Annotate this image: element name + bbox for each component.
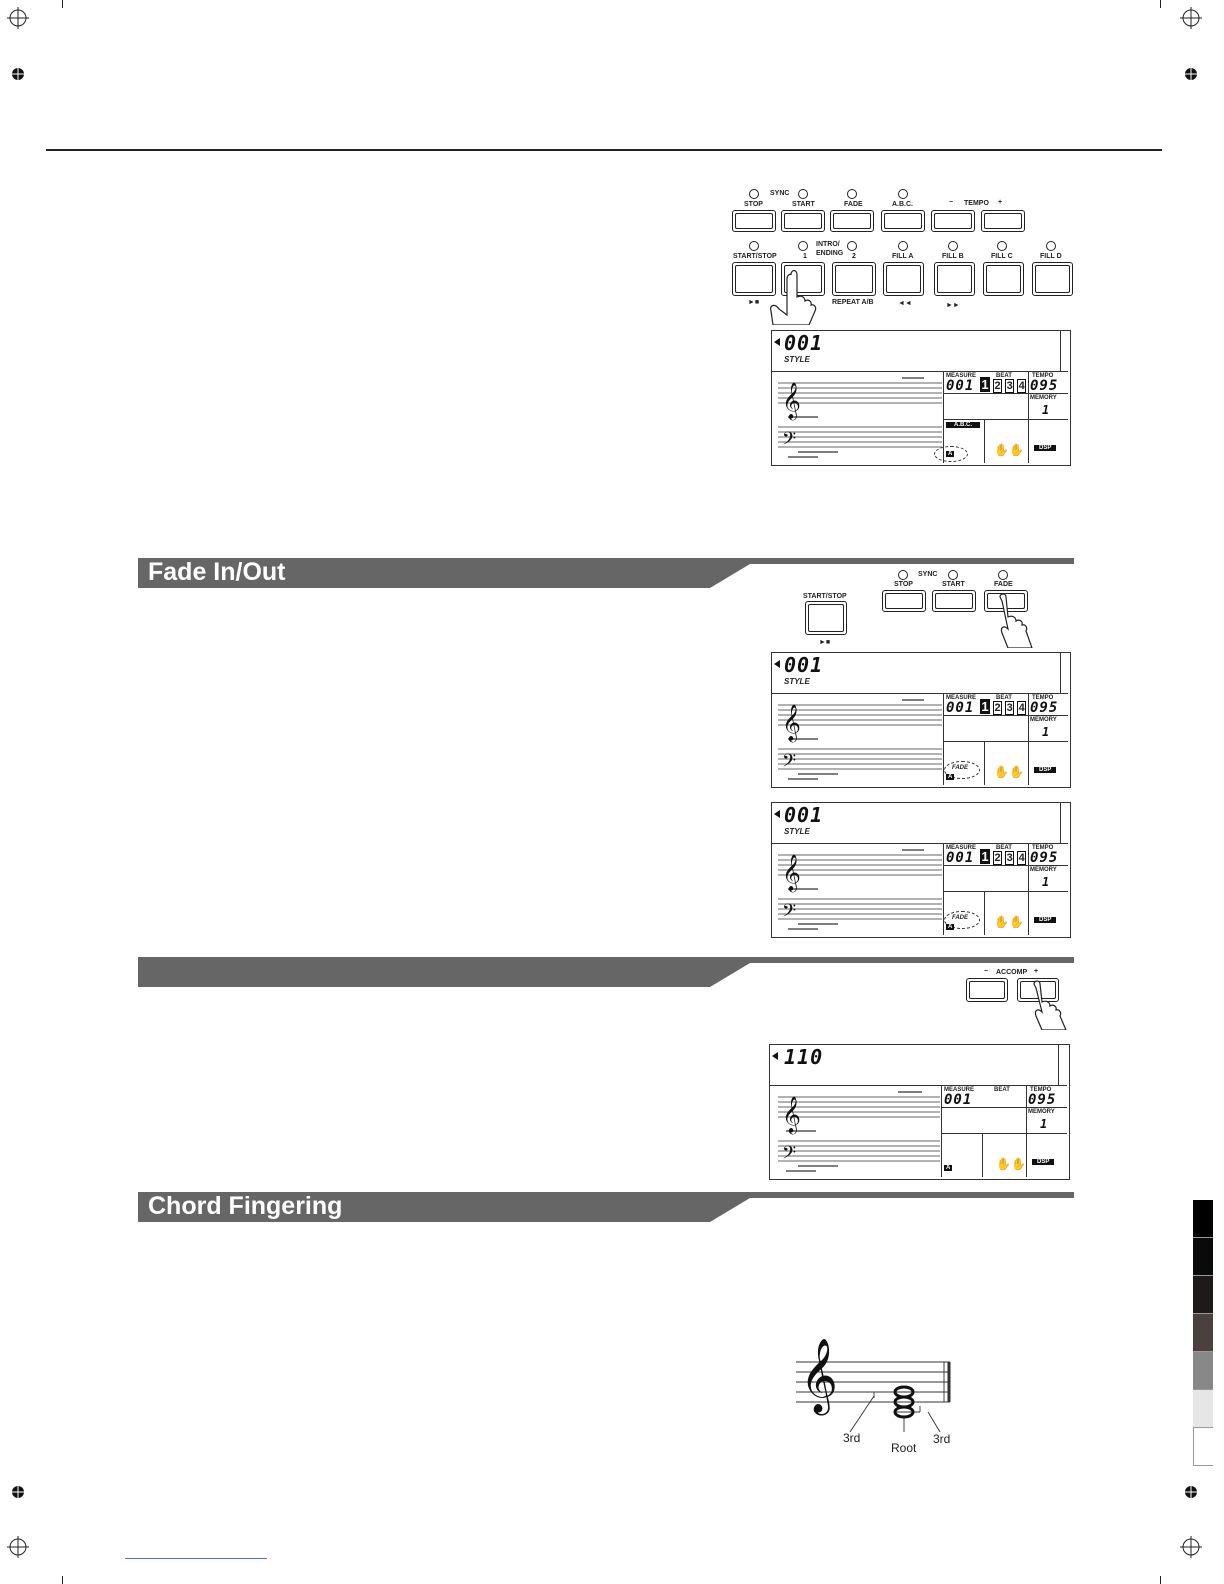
fade-dashed-oval xyxy=(934,446,968,462)
lcd-display-2 xyxy=(771,652,1071,788)
beat-indicator xyxy=(980,377,1026,393)
memory-value: 1 xyxy=(1040,1117,1049,1131)
measure-label: MEASURE xyxy=(946,845,977,851)
registration-mark-icon xyxy=(1180,1481,1202,1503)
sync-start-led xyxy=(948,570,958,580)
fill-c-label: FILL C xyxy=(991,253,1013,260)
lcd-col-divider xyxy=(982,1133,983,1177)
play-stop-symbol: ►■ xyxy=(819,639,831,646)
beat-indicator xyxy=(980,849,1026,865)
measure-label: MEASURE xyxy=(946,695,977,701)
crop-mark xyxy=(62,1576,63,1584)
stop-label: STOP xyxy=(894,581,913,588)
memory-value: 1 xyxy=(1042,403,1051,417)
fill-c-led xyxy=(997,241,1007,251)
stop-button[interactable] xyxy=(732,210,776,232)
style-number: 001 xyxy=(784,331,824,355)
lcd-right-border xyxy=(1058,1045,1059,1085)
a-box: A xyxy=(948,924,953,930)
section-accomp xyxy=(138,956,718,986)
chord-label-third-right: 3rd xyxy=(933,1432,951,1446)
intro-2-label: 2 xyxy=(852,253,856,260)
memory-value: 1 xyxy=(1042,725,1051,739)
beat-4: 4 xyxy=(1018,702,1025,714)
accomp-minus-label: − xyxy=(984,968,989,975)
fast-forward-symbol: ►► xyxy=(946,302,960,309)
start-stop-label: START/STOP xyxy=(733,253,777,260)
start-stop-button[interactable] xyxy=(805,601,847,635)
accomp-plus-label: + xyxy=(1034,968,1039,975)
beat-label: BEAT xyxy=(996,695,1012,701)
fill-d-led xyxy=(1046,241,1056,251)
hands-icon: ✋✋ xyxy=(994,765,1024,779)
beat-4: 4 xyxy=(1018,380,1025,392)
lcd-divider xyxy=(772,843,1068,844)
fill-b-led xyxy=(948,241,958,251)
lcd-right-border xyxy=(1060,653,1061,693)
chord-label-third-left: 3rd xyxy=(843,1431,861,1445)
side-color-tabs xyxy=(1193,1200,1213,1466)
music-staff xyxy=(778,847,944,937)
lcd-col-divider xyxy=(984,419,985,463)
crop-mark xyxy=(1160,0,1161,8)
tempo-minus-button[interactable] xyxy=(931,210,975,232)
dsp-badge: DSP xyxy=(1032,1159,1054,1165)
lcd-display-1 xyxy=(771,330,1071,466)
memory-label: MEMORY xyxy=(1028,1109,1055,1115)
stop-button[interactable] xyxy=(882,590,926,612)
intro-ending-label-bottom: ENDING xyxy=(816,250,844,257)
lcd-col-divider xyxy=(1026,1085,1027,1177)
abc-led xyxy=(898,189,908,199)
start-stop-label: START/STOP xyxy=(803,593,847,600)
beat-3: 3 xyxy=(1006,380,1013,392)
lcd-display-4 xyxy=(769,1044,1070,1180)
beat-1: 1 xyxy=(981,377,989,392)
tempo-minus-label: − xyxy=(949,199,954,206)
beat-1: 1 xyxy=(981,849,989,864)
beat-4: 4 xyxy=(1018,852,1025,864)
dsp-badge: DSP xyxy=(1034,767,1056,773)
pressing-hand-icon xyxy=(753,255,823,325)
treble-clef-icon: 𝄞 xyxy=(782,1095,801,1133)
measure-value: 001 xyxy=(946,378,975,394)
hands-icon: ✋✋ xyxy=(996,1157,1026,1171)
hands-icon: ✋✋ xyxy=(994,915,1024,929)
measure-value: 001 xyxy=(946,700,975,716)
registration-mark-icon xyxy=(1180,7,1202,29)
tab-swatch xyxy=(1193,1428,1213,1466)
start-button[interactable] xyxy=(781,210,825,232)
lcd-row-divider xyxy=(943,741,1068,742)
accomp-volume-panel xyxy=(962,966,1072,1030)
lcd-right-border xyxy=(1060,803,1061,843)
dsp-badge: DSP xyxy=(1034,445,1056,451)
lcd-right-border xyxy=(1060,331,1061,371)
bass-clef-icon: 𝄢 xyxy=(782,429,797,454)
accomp-volume-number: 110 xyxy=(784,1045,824,1069)
measure-value: 001 xyxy=(944,1092,973,1108)
accomp-label: ACCOMP xyxy=(996,969,1028,976)
memory-label: MEMORY xyxy=(1030,717,1057,723)
measure-value: 001 xyxy=(946,850,975,866)
intro-ending-2-button[interactable] xyxy=(832,262,876,296)
tempo-value: 095 xyxy=(1030,700,1059,716)
beat-2: 2 xyxy=(994,380,1001,392)
speaker-icon xyxy=(774,338,780,346)
tempo-label: TEMPO xyxy=(1030,1087,1052,1093)
bass-clef-icon: 𝄢 xyxy=(782,1143,797,1168)
music-staff xyxy=(778,1089,942,1179)
style-number: 001 xyxy=(784,803,824,827)
fill-a-label: FILL A xyxy=(892,253,914,260)
fill-a-button[interactable] xyxy=(883,262,924,296)
pressing-hand-icon xyxy=(990,593,1050,648)
fill-a-led xyxy=(898,241,908,251)
beat-2: 2 xyxy=(994,852,1001,864)
lcd-divider xyxy=(772,693,1068,694)
tempo-label: TEMPO xyxy=(1032,373,1054,379)
abc-label: A.B.C. xyxy=(892,201,913,208)
style-label: STYLE xyxy=(784,827,810,836)
treble-clef-icon: 𝄞 xyxy=(782,703,801,741)
fade-label: FADE xyxy=(844,201,863,208)
measure-label: MEASURE xyxy=(946,373,977,379)
abc-button[interactable] xyxy=(881,210,925,232)
tab-swatch xyxy=(1193,1276,1213,1314)
treble-clef-icon: 𝄞 xyxy=(782,853,801,891)
lcd-col-divider xyxy=(1028,371,1029,463)
fade-label: FADE xyxy=(994,581,1013,588)
tempo-value: 095 xyxy=(1030,850,1059,866)
registration-mark-icon xyxy=(1180,63,1202,85)
sync-stop-led xyxy=(749,189,759,199)
tab-swatch xyxy=(1193,1352,1213,1390)
beat-3: 3 xyxy=(1006,852,1013,864)
lcd-divider xyxy=(772,371,1068,372)
fade-control-panel xyxy=(800,568,1060,648)
intro-1-led xyxy=(798,241,808,251)
play-stop-symbol: ►■ xyxy=(748,299,760,306)
registration-mark-icon xyxy=(7,7,29,29)
accomp-minus-button[interactable] xyxy=(966,978,1008,1002)
section-title: Fade In/Out xyxy=(148,558,286,586)
memory-label: MEMORY xyxy=(1030,867,1057,873)
chord-diagram xyxy=(792,1340,972,1460)
style-control-panel xyxy=(728,185,1078,315)
crop-mark xyxy=(62,0,63,8)
intro-ending-label-top: INTRO/ xyxy=(816,241,840,248)
tempo-plus-label: + xyxy=(998,199,1003,206)
stop-label: STOP xyxy=(744,201,763,208)
lcd-col-divider xyxy=(1028,843,1029,935)
tab-swatch xyxy=(1193,1390,1213,1428)
abc-badge: A.B.C. xyxy=(946,422,980,428)
bass-clef-icon: 𝄢 xyxy=(782,901,797,926)
speaker-icon xyxy=(772,1052,778,1060)
treble-clef-icon: 𝄞 xyxy=(782,381,801,419)
section-fade-in-out xyxy=(138,557,718,587)
start-label: START xyxy=(792,201,815,208)
sync-start-led xyxy=(798,189,808,199)
a-box: A xyxy=(946,1165,951,1171)
fill-c-button[interactable] xyxy=(983,262,1024,296)
speaker-icon xyxy=(774,810,780,818)
fill-d-button[interactable] xyxy=(1032,262,1073,296)
memory-label: MEMORY xyxy=(1030,395,1057,401)
fade-button[interactable] xyxy=(830,210,874,232)
tempo-label: TEMPO xyxy=(1032,695,1054,701)
treble-clef-icon: 𝄞 xyxy=(800,1339,838,1413)
start-stop-led xyxy=(749,241,759,251)
beat-indicator xyxy=(980,699,1026,715)
registration-mark-icon xyxy=(7,1536,29,1558)
tempo-label: TEMPO xyxy=(964,200,989,207)
crop-mark xyxy=(1160,1576,1161,1584)
beat-label: BEAT xyxy=(994,1087,1010,1093)
tempo-value: 095 xyxy=(1030,378,1059,394)
memory-value: 1 xyxy=(1042,875,1051,889)
lcd-col-divider xyxy=(984,891,985,935)
tempo-plus-button[interactable] xyxy=(981,210,1025,232)
start-label: START xyxy=(942,581,965,588)
tab-swatch xyxy=(1193,1314,1213,1352)
music-staff xyxy=(778,375,944,465)
hands-icon: ✋✋ xyxy=(994,443,1024,457)
fill-b-button[interactable] xyxy=(934,262,975,296)
lcd-divider xyxy=(770,1085,1067,1086)
lcd-display-3 xyxy=(771,802,1071,938)
sync-label: SYNC xyxy=(918,571,938,578)
rewind-symbol: ◄◄ xyxy=(898,300,912,307)
footer-link-line xyxy=(125,1558,267,1559)
speaker-icon xyxy=(774,660,780,668)
beat-1: 1 xyxy=(981,699,989,714)
beat-2: 2 xyxy=(994,702,1001,714)
fade-in-badge: FADE xyxy=(952,765,969,771)
repeat-ab-label: REPEAT A/B xyxy=(832,299,874,306)
registration-mark-icon xyxy=(1180,1536,1202,1558)
intro-1-label: 1 xyxy=(803,253,807,260)
dsp-badge: DSP xyxy=(1034,917,1056,923)
beat-label: BEAT xyxy=(996,845,1012,851)
music-staff xyxy=(778,697,944,787)
intro-2-led xyxy=(847,241,857,251)
header-rule xyxy=(46,149,1162,151)
style-label: STYLE xyxy=(784,355,810,364)
lcd-col-divider xyxy=(1028,693,1029,785)
section-title: Chord Fingering xyxy=(148,1192,343,1220)
chord-label-root: Root xyxy=(891,1441,917,1455)
registration-mark-icon xyxy=(7,1481,29,1503)
fill-d-label: FILL D xyxy=(1040,253,1062,260)
lcd-col-divider xyxy=(984,741,985,785)
beat-3: 3 xyxy=(1006,702,1013,714)
tempo-label: TEMPO xyxy=(1032,845,1054,851)
style-label: STYLE xyxy=(784,677,810,686)
sync-stop-led xyxy=(898,570,908,580)
tab-swatch xyxy=(1193,1200,1213,1238)
tab-swatch xyxy=(1193,1238,1213,1276)
a-box: A xyxy=(948,451,953,457)
lcd-row-divider xyxy=(941,1133,1067,1134)
sync-label: SYNC xyxy=(770,190,790,197)
fill-b-label: FILL B xyxy=(942,253,964,260)
start-button[interactable] xyxy=(932,590,976,612)
lcd-row-divider xyxy=(943,891,1068,892)
bass-clef-icon: 𝄢 xyxy=(782,751,797,776)
style-number: 001 xyxy=(784,653,824,677)
registration-mark-icon xyxy=(7,63,29,85)
fade-out-badge: FADE xyxy=(952,915,969,921)
section-chord-fingering xyxy=(138,1191,718,1221)
tempo-value: 095 xyxy=(1028,1092,1057,1108)
measure-label: MEASURE xyxy=(944,1087,975,1093)
a-box: A xyxy=(948,774,953,780)
lcd-row-divider xyxy=(943,419,1068,420)
fade-led xyxy=(847,189,857,199)
lcd-col-divider xyxy=(941,1085,942,1177)
fade-led xyxy=(998,570,1008,580)
beat-label: BEAT xyxy=(996,373,1012,379)
pressing-hand-icon xyxy=(1028,980,1072,1030)
